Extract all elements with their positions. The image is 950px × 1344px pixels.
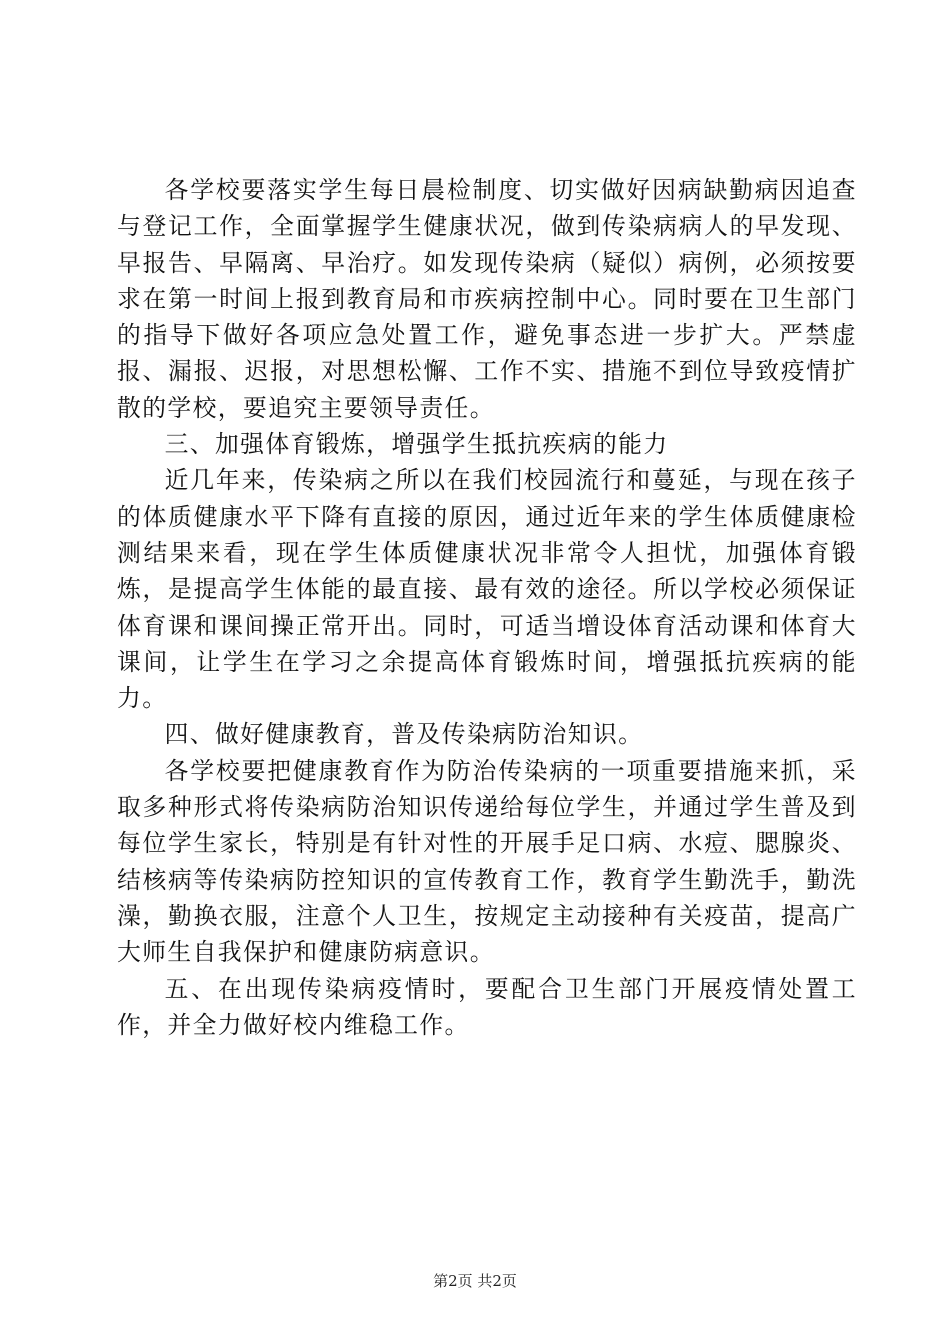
section-heading-3: 三、加强体育锻炼，增强学生抵抗疾病的能力 (164, 430, 669, 459)
paragraph-epidemic-response: 五、在出现传染病疫情时，要配合卫生部门开展疫情处置工作，并全力做好校内维稳工作。 (117, 974, 857, 1039)
paragraph-health-education: 各学校要把健康教育作为防治传染病的一项重要措施来抓，采取多种形式将传染病防治知识传递给每位学生，并通过学生普及到每位学生家长，特别是有针对性的开展手足口病、水痘、腮腺炎、结核病等传染病防控知识的宣传教育工作，教育学生勤洗手，勤洗澡，勤换衣服，注意个人卫生，按规定主动接种有关疫苗，提高广大师生自我保护和健康防病意识。 (117, 756, 857, 967)
section-heading-4: 四、做好健康教育，普及传染病防治知识。 (164, 720, 644, 749)
document-body (117, 172, 857, 1043)
paragraph-daily-check: 各学校要落实学生每日晨检制度、切实做好因病缺勤病因追查与登记工作，全面掌握学生健康状况，做到传染病病人的早发现、早报告、早隔离、早治疗。如发现传染病（疑似）病例，必须按要求在第一时间上报到教育局和市疾病控制中心。同时要在卫生部门的指导下做好各项应急处置工作，避免事态进一步扩大。严禁虚报、漏报、迟报，对思想松懈、工作不实、措施不到位导致疫情扩散的学校，要追究主要领导责任。 (117, 176, 857, 422)
page-footer: 第2页 共2页 (433, 1272, 517, 1290)
paragraph-physical-exercise: 近几年来，传染病之所以在我们校园流行和蔓延，与现在孩子的体质健康水平下降有直接的原因，通过近年来的学生体质健康检测结果来看，现在学生体质健康状况非常令人担忧，加强体育锻炼，是提高学生体能的最直接、最有效的途径。所以学校必须保证体育课和课间操正常开出。同时，可适当增设体育活动课和体育大课间，让学生在学习之余提高体育锻炼时间，增强抵抗疾病的能力。 (117, 466, 857, 713)
